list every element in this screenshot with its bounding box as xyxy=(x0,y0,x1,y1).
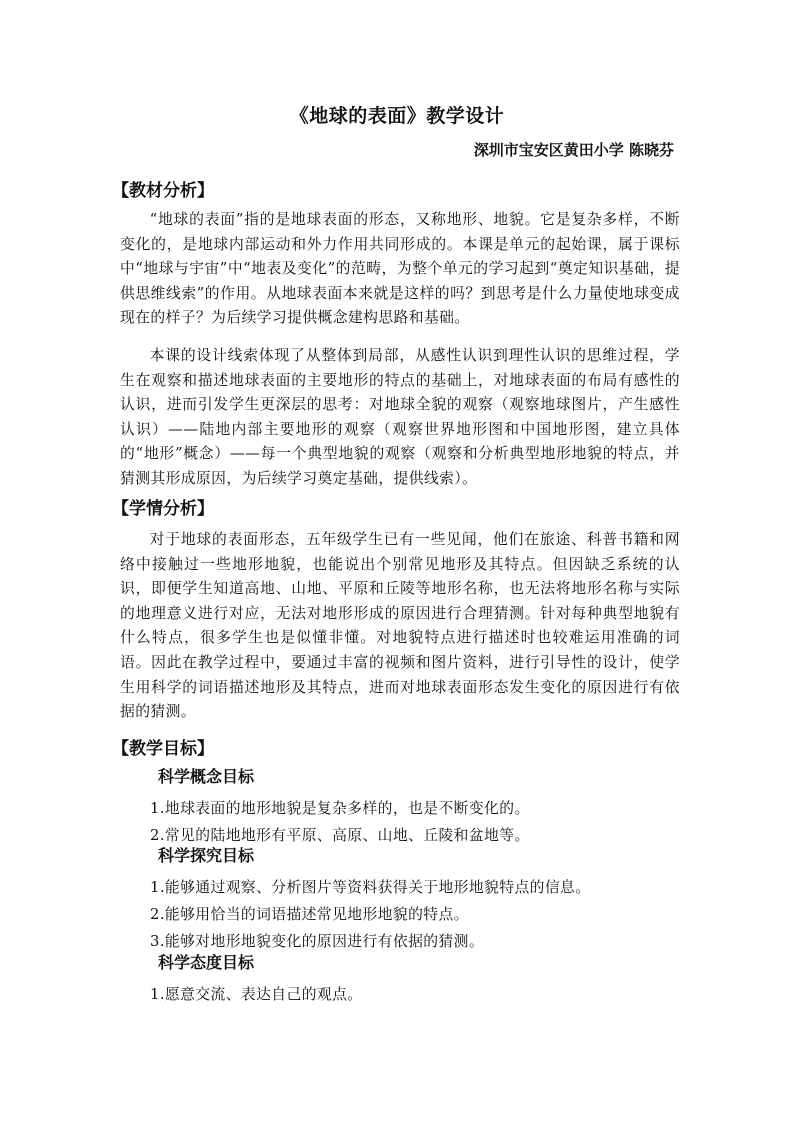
author-byline: 深圳市宝安区黄田小学 陈晓芬 xyxy=(473,141,674,159)
goal-item: 1.地球表面的地形地貌是复杂多样的，也是不断变化的。 xyxy=(150,800,530,817)
paragraph-material-2: 本课的设计线索体现了从整体到局部，从感性认识到理性认识的思维过程，学生在观察和描述地球表面的主要地形的特点的基础上，对地球表面的布局有感性的认识，进而引发学生更深层的思考：对地球全貌的观察（观察地球图片，产生感性认识）——陆地内部主要地形的观察（观察世界地形图和中国地形图，建立具体的“地形”概念）——每一个典型地貌的观察（观察和分析典型地形地貌的特点，并猜测其形成原因，为后续学习奠定基础，提供线索）。 xyxy=(120,347,680,487)
section-heading-learner-analysis: 【学情分析】 xyxy=(112,499,214,519)
goal-item: 2.常见的陆地地形有平原、高原、山地、丘陵和盆地等。 xyxy=(150,827,530,844)
paragraph-learner-1: 对于地球的表面形态，五年级学生已有一些见闻，他们在旅途、科普书籍和网络中接触过一些地形地貌，也能说出个别常见地形及其特点。但因缺乏系统的认识，即便学生知道高地、山地、平原和丘陵等地形名称，也无法将地形名称与实际的地理意义进行对应，无法对地形形成的原因进行合理猜测。针对每种典型地貌有什么特点，很多学生也是似懂非懂。对地貌特点进行描述时也较难运用准确的词语。因此在教学过程中，要通过丰富的视频和图片资料，进行引导性的设计，使学生用科学的词语描述地形及其特点，进而对地球表面形态发生变化的原因进行有依据的猜测。 xyxy=(120,531,680,721)
document-title: 《地球的表面》教学设计 xyxy=(289,105,505,127)
section-heading-teaching-goals: 【教学目标】 xyxy=(112,739,214,759)
subheading-inquiry-goals: 科学探究目标 xyxy=(158,846,255,865)
goal-item: 1.愿意交流、表达自己的观点。 xyxy=(150,986,363,1003)
goal-item: 3.能够对地形地貌变化的原因进行有依据的猜测。 xyxy=(150,933,485,950)
subheading-attitude-goals: 科学态度目标 xyxy=(158,953,255,972)
paragraph-material-1: “地球的表面”指的是地球表面的形态，又称地形、地貌。它是复杂多样，不断变化的，是地球内部运动和外力作用共同形成的。本课是单元的起始课，属于课标中“地球与宇宙”中“地表及变化”的范畴，为整个单元的学习起到“奠定知识基础，提供思维线索”的作用。从地球表面本来就是这样的吗？到思考是什么力量使地球变成现在的样子？为后续学习提供概念建构思路和基础。 xyxy=(120,211,680,327)
goal-item: 2.能够用恰当的词语描述常见地形地貌的特点。 xyxy=(150,906,469,923)
section-heading-material-analysis: 【教材分析】 xyxy=(112,181,214,201)
goal-item: 1.能够通过观察、分析图片等资料获得关于地形地貌特点的信息。 xyxy=(150,879,591,896)
subheading-concept-goals: 科学概念目标 xyxy=(158,767,255,786)
